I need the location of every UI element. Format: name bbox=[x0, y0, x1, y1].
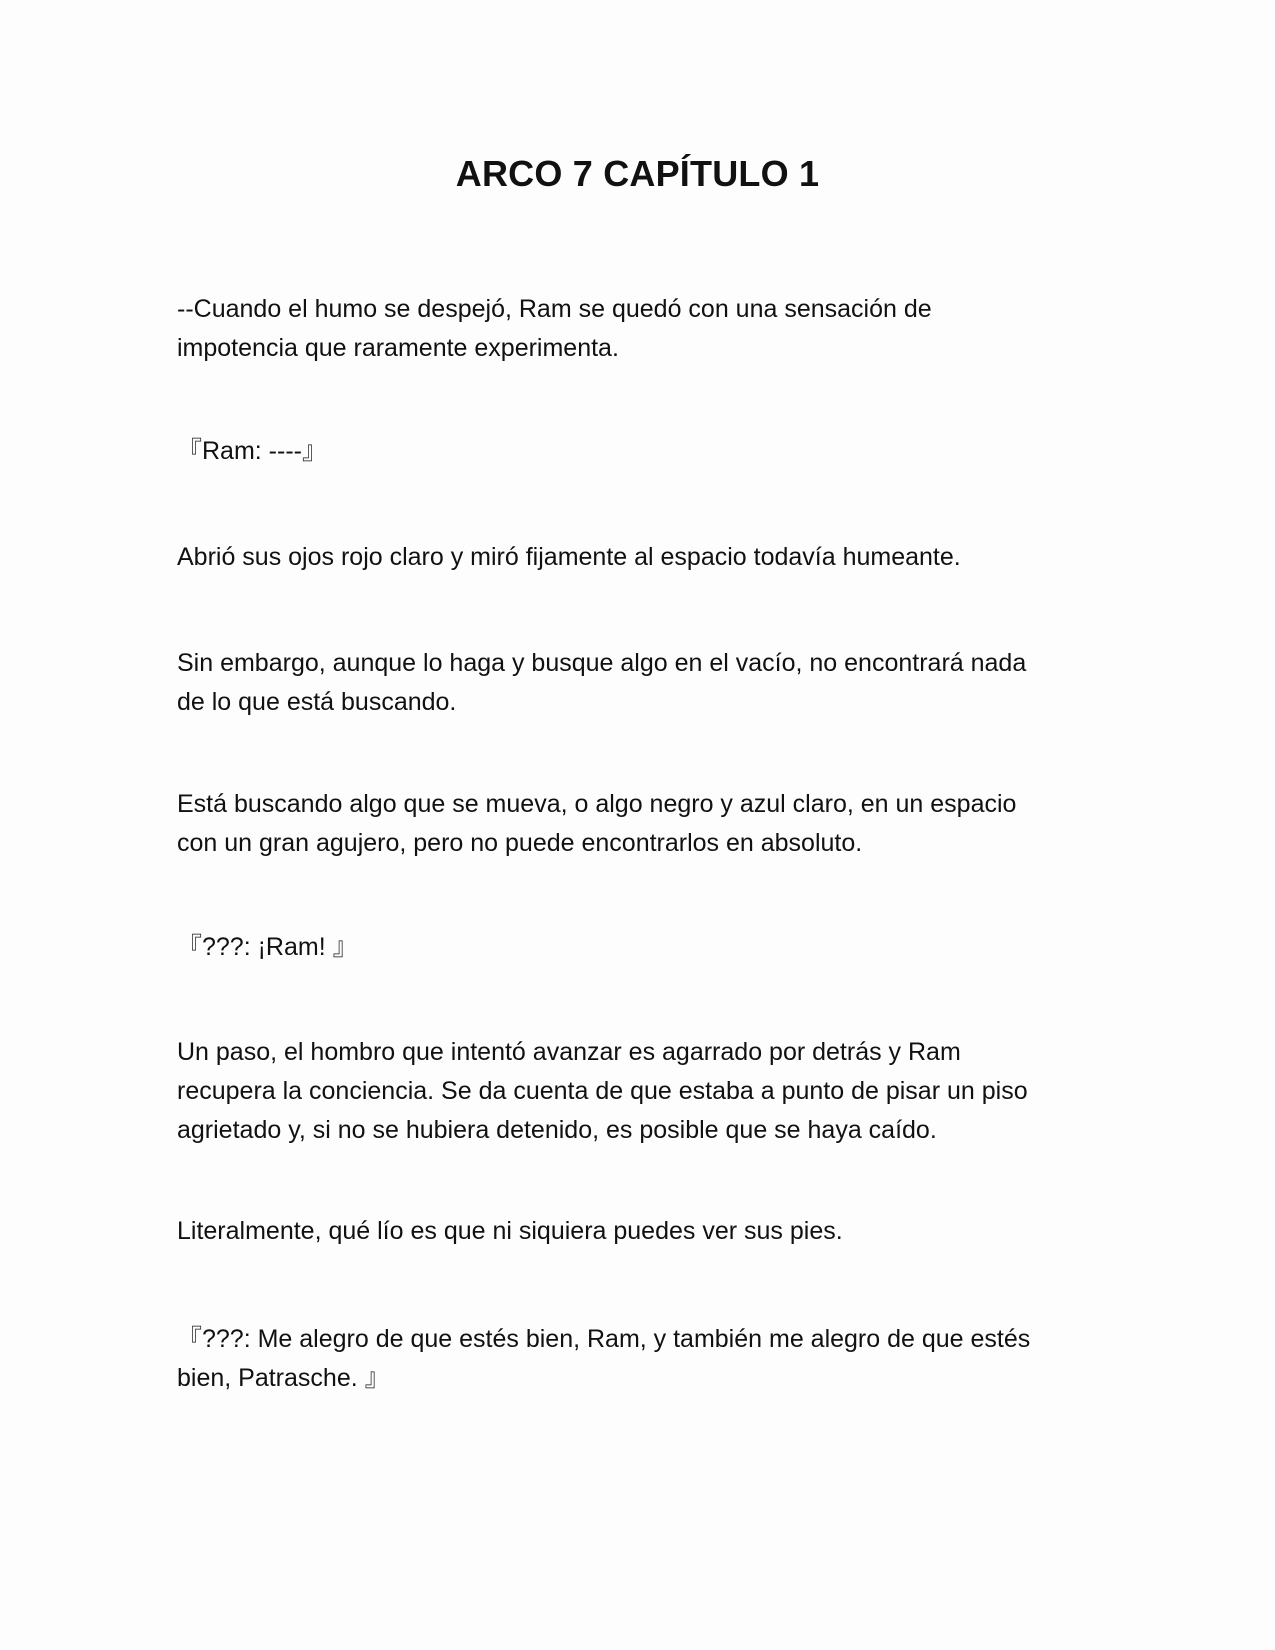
paragraph bbox=[177, 644, 1097, 722]
paragraph-line: impotencia que raramente experimenta. bbox=[177, 334, 619, 362]
paragraph bbox=[177, 290, 1097, 368]
paragraph-line: Está buscando algo que se mueva, o algo negro y azul claro, en un espacio bbox=[177, 790, 1017, 818]
paragraph-line: bien, Patrasche. 』 bbox=[177, 1364, 390, 1392]
paragraph-line: agrietado y, si no se hubiera detenido, es posible que se haya caído. bbox=[177, 1116, 937, 1144]
paragraph-line: 『???: Me alegro de que estés bien, Ram, y también me alegro de que estés bbox=[177, 1325, 1031, 1353]
paragraph-line: Un paso, el hombro que intentó avanzar es agarrado por detrás y Ram bbox=[177, 1038, 961, 1066]
paragraph-line: 『Ram: ----』 bbox=[177, 437, 327, 465]
paragraph-line: 『???: ¡Ram! 』 bbox=[177, 933, 358, 961]
paragraph-line: de lo que está buscando. bbox=[177, 688, 457, 716]
paragraph-line: recupera la conciencia. Se da cuenta de que estaba a punto de pisar un piso bbox=[177, 1077, 1028, 1105]
dialogue-line bbox=[177, 1320, 1097, 1398]
paragraph-line: Abrió sus ojos rojo claro y miró fijamente al espacio todavía humeante. bbox=[177, 543, 961, 571]
paragraph-line: Sin embargo, aunque lo haga y busque algo en el vacío, no encontrará nada bbox=[177, 649, 1027, 677]
chapter-title: ARCO 7 CAPÍTULO 1 bbox=[455, 153, 820, 194]
dialogue-line bbox=[177, 928, 1097, 967]
paragraph-line: Literalmente, qué lío es que ni siquiera puedes ver sus pies. bbox=[177, 1217, 843, 1245]
paragraph-line: --Cuando el humo se despejó, Ram se quedó con una sensación de bbox=[177, 295, 932, 323]
paragraph bbox=[177, 785, 1097, 863]
paragraph bbox=[177, 1212, 1097, 1251]
paragraph-line: con un gran agujero, pero no puede encontrarlos en absoluto. bbox=[177, 829, 863, 857]
dialogue-line bbox=[177, 432, 1097, 471]
paragraph bbox=[177, 1033, 1097, 1150]
paragraph bbox=[177, 538, 1097, 577]
